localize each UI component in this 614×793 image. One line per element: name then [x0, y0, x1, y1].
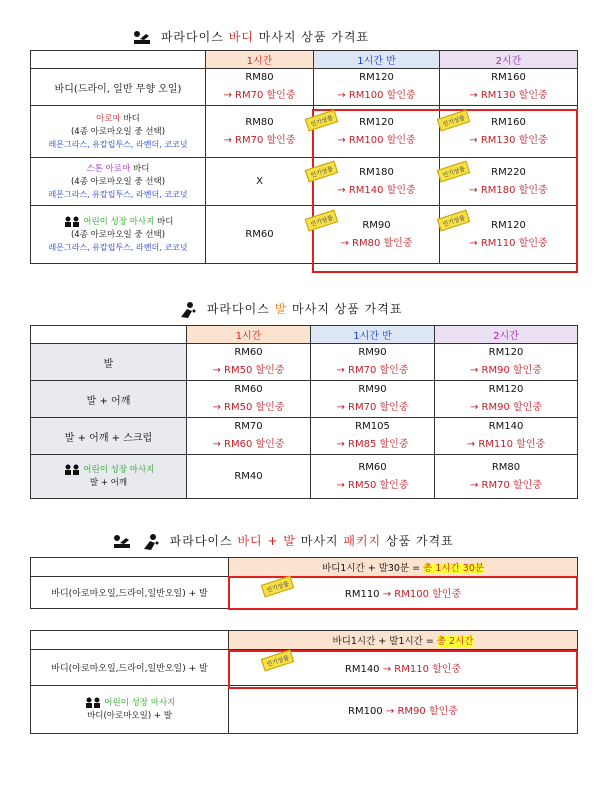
foot-section-title: 파라다이스 발 마사지 상품 가격표 — [178, 300, 402, 319]
price-cell: RM160 → RM130 할인중 — [440, 69, 578, 106]
foot-icon — [141, 533, 161, 551]
price-cell: RM180 → RM140 할인중 — [314, 158, 440, 206]
massage-icon — [112, 533, 132, 551]
header-1-5h: 1시간 반 — [311, 326, 435, 344]
row-label-kids: 어린이 성장 마사지 바디 (4종 아로마오일 중 선택) 레몬그라스, 유칼립투스, 라벤더, 코코넛 — [31, 206, 206, 264]
price-cell: RM70 → RM60 할인중 — [187, 418, 311, 455]
popular-tag: 인기상품 — [437, 109, 471, 131]
foot-price-table — [30, 325, 578, 499]
popular-tag: 인기상품 — [261, 649, 295, 671]
popular-tag: 인기상품 — [437, 160, 471, 182]
corner-cell — [31, 631, 229, 650]
price-cell: X — [206, 158, 314, 206]
price-cell: RM80 → RM70 할인중 — [206, 69, 314, 106]
package-table-2 — [30, 630, 578, 734]
massage-icon — [132, 29, 152, 47]
price-cell: RM120 → RM100 할인중 — [314, 69, 440, 106]
package-section-title: 파라다이스 바디 + 발 마사지 패키지 상품 가격표 — [112, 532, 454, 551]
header-1h: 1시간 — [187, 326, 311, 344]
package-price: RM100 → RM90 할인중 — [229, 686, 578, 734]
price-cell: RM120 → RM90 할인중 — [435, 344, 578, 381]
package-label: 바디(아로마오일,드라이,일반오일) + 발 — [31, 650, 229, 686]
price-cell: RM160 → RM130 할인중 — [440, 106, 578, 158]
price-cell: RM120 → RM100 할인중 — [314, 106, 440, 158]
popular-tag: 인기상품 — [305, 160, 339, 182]
corner-cell — [31, 326, 187, 344]
price-cell: RM220 → RM180 할인중 — [440, 158, 578, 206]
price-cell: RM60 → RM50 할인중 — [187, 344, 311, 381]
kids-icon — [63, 216, 81, 227]
header-1h: 1시간 — [206, 51, 314, 69]
price-cell: RM60 → RM50 할인중 — [187, 381, 311, 418]
popular-tag: 인기상품 — [305, 209, 339, 231]
popular-tag: 인기상품 — [261, 575, 295, 597]
body-price-table — [30, 50, 578, 264]
row-label: 바디(드라이, 일반 무향 오일) — [31, 69, 206, 106]
package-table-1 — [30, 557, 578, 609]
row-label-aroma: 아로마 바디 (4종 아로마오일 중 선택) 레몬그라스, 유칼립투스, 라벤더, 코코넛 — [31, 106, 206, 158]
price-cell: RM60 — [206, 206, 314, 264]
package-label: 바디(아로마오일,드라이,일반오일) + 발 — [31, 577, 229, 609]
popular-tag: 인기상품 — [305, 109, 339, 131]
price-cell: RM80 → RM70 할인중 — [206, 106, 314, 158]
row-label-stone: 스톤 아로마 바디 (4종 아로마오일 중 선택) 레몬그라스, 유칼립투스, 라벤더, 코코넛 — [31, 158, 206, 206]
corner-cell — [31, 558, 229, 577]
package-price: RM110 → RM100 할인중 — [229, 577, 578, 609]
row-label: 발 — [31, 344, 187, 381]
price-cell: RM40 — [187, 455, 311, 499]
row-label: 발 + 어깨 — [31, 381, 187, 418]
header-2h: 2시간 — [435, 326, 578, 344]
kids-icon — [84, 697, 102, 708]
package-price: RM140 → RM110 할인중 — [229, 650, 578, 686]
header-1-5h: 1시간 반 — [314, 51, 440, 69]
foot-icon — [178, 301, 198, 319]
row-label: 발 + 어깨 + 스크럽 — [31, 418, 187, 455]
price-cell: RM60 → RM50 할인중 — [311, 455, 435, 499]
price-cell: RM90 → RM80 할인중 — [314, 206, 440, 264]
price-cell: RM105 → RM85 할인중 — [311, 418, 435, 455]
kids-icon — [63, 464, 81, 475]
price-cell: RM140 → RM110 할인중 — [435, 418, 578, 455]
price-cell: RM90 → RM70 할인중 — [311, 344, 435, 381]
package-label-kids: 어린이 성장 마사지 바디(아로마오일) + 발 — [31, 686, 229, 734]
package-header: 바디1시간 + 발30분 = 총 1시간 30분 — [229, 558, 578, 577]
header-2h: 2시간 — [440, 51, 578, 69]
price-cell: RM120 → RM90 할인중 — [435, 381, 578, 418]
row-label-kids: 어린이 성장 마사지 발 + 어깨 — [31, 455, 187, 499]
price-cell: RM90 → RM70 할인중 — [311, 381, 435, 418]
price-cell: RM80 → RM70 할인중 — [435, 455, 578, 499]
package-header: 바디1시간 + 발1시간 = 총 2시간 — [229, 631, 578, 650]
corner-cell — [31, 51, 206, 69]
price-cell: RM120 → RM110 할인중 — [440, 206, 578, 264]
popular-tag: 인기상품 — [437, 209, 471, 231]
body-section-title: 파라다이스 바디 마사지 상품 가격표 — [132, 28, 369, 47]
